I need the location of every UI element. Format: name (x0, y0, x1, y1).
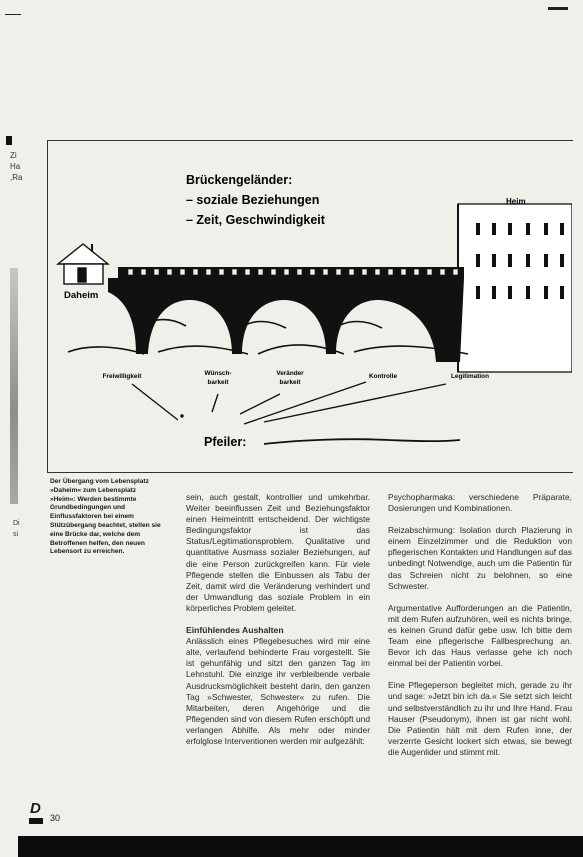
section-heading: Einfühlendes Aushalten (186, 625, 284, 636)
bridge-diagram (48, 140, 572, 472)
water-lines (68, 320, 468, 355)
right-paragraph-2: Reizabschirmung: Isolation durch Plazierung in einem Einzelzimmer und die Reduktion von pflegerischen Kontakten und Handlungen auf das unbedingt Notwendige, auch um die Patientin für das Schreien nicht zu belohnen, so eine Schwester. (388, 525, 572, 591)
pillar-label-4: Kontrolle (368, 373, 398, 380)
margin-square (6, 136, 12, 145)
building-label: Heim (506, 197, 526, 206)
right-paragraph-3: Argumentative Aufforderungen an die Patientin, mit dem Rufen aufzuhören, weil es nichts bringe, es keinen Grund dafür gebe usw. Ich bitte dem Team eine pflegerische Fallbesprechung an. Bevor ich das Haus verlasse gehe ich noch einmal bei der Patientin vorbei. (388, 602, 572, 669)
pillar-label-1: Freiwilligkeit (102, 373, 142, 380)
middle-paragraph-2: Anlässlich eines Pflegebesuches wird mir eine alte, verlaufend behinderte Frau vorgestellt. Sie ist gehunfähig und sitzt den ganzen Tag im Lehnstuhl. Die einzige ihr verbleibende verbale Ausdrucksmöglichkeit besteht darin, den ganzen Tag »Schwester, Schwester« zu rufen. Die Mitarbeiten, deren Angehörige und die Pflegenden sind von diesem Rufen erschöpft und verlangen Abhilfe. Als mehr oder minder erfolglose Interventionen werden mir aufgezählt: (186, 636, 370, 746)
section-letter-bar (29, 818, 43, 824)
house-label: Daheim (64, 290, 99, 301)
bridge-shape (108, 267, 464, 362)
figure-caption: Der Übergang vom Lebensplatz »Daheim« zum Lebensplatz »Heim«: Werden bestimmte Grundbedingungen und Einflussfaktoren bei einem Stützübergang beachtet, stellen sie eine Brücke dar, welche dem Betroffenen helfen, den neuen Lebensort zu erreichen. (50, 478, 161, 556)
page-number: 30 (50, 813, 61, 823)
margin-side-text: Di si (13, 520, 20, 538)
top-right-rule (548, 7, 568, 10)
middle-paragraph-1: sein, auch gestalt, kontrollier und umkehrbar. Weiter beeinflussen Zeit und Beziehungsfaktor einen Heimeintritt entscheidend. Der wichtigste Bedingungsfaktor ist das Status/Legitimationsproblem. Qualitative und quantitative Ausmass sozialer Beziehungen, auf die eine Person zurückgreifen kann. Für viele Pflegende stellen die Einbussen als Tabu der Zeit, damit wird die Veränderung verhindert und der Umwandlung das soziale Problem in ein körperliches Problem geleitet. (186, 492, 370, 613)
bottom-band (18, 836, 583, 857)
diagram-title-3: – Zeit, Geschwindigkeit (186, 213, 325, 227)
right-paragraph-1: Psychopharmaka: verschiedene Präparate, Dosierungen und Kombinationen. (388, 492, 572, 514)
diagram-title-2: – soziale Beziehungen (186, 193, 320, 207)
pillar-pointer-lines (132, 382, 460, 444)
text-column-right (388, 492, 572, 769)
pillar-label-5: Legitimation (451, 373, 489, 380)
house-daheim-icon (58, 244, 108, 284)
right-paragraph-4: Eine Pflegeperson begleitet mich, gerade zu ihr und sage: »Jetzt bin ich da.« Sie setzt sich leicht und selbstverständlich zu ihr und Ihre Hand. Frau Hauser (Pseudonym), ihnen ist gar nicht wohl. Die Patientin hält mit dem Rufen inne, der verzerrte Gesicht lockert sich etwas, sie bewegt die Augenlider und stimmt mit. (388, 680, 572, 757)
margin-grey-bar (10, 268, 18, 504)
section-letter: D (30, 800, 41, 817)
diagram-title-1: Brückengeländer: (186, 173, 293, 187)
pillar-title: Pfeiler: (204, 435, 247, 449)
pillar-label-3: Veränder barkeit (276, 370, 304, 386)
top-left-rule (5, 14, 21, 15)
margin-top-text: Zi Ha ,Ra (10, 151, 23, 182)
pillar-label-2: Wünsch-barkeit (204, 370, 232, 386)
text-column-middle (186, 492, 370, 758)
figure-frame-bottom (47, 472, 573, 473)
building-heim-icon (458, 204, 572, 372)
